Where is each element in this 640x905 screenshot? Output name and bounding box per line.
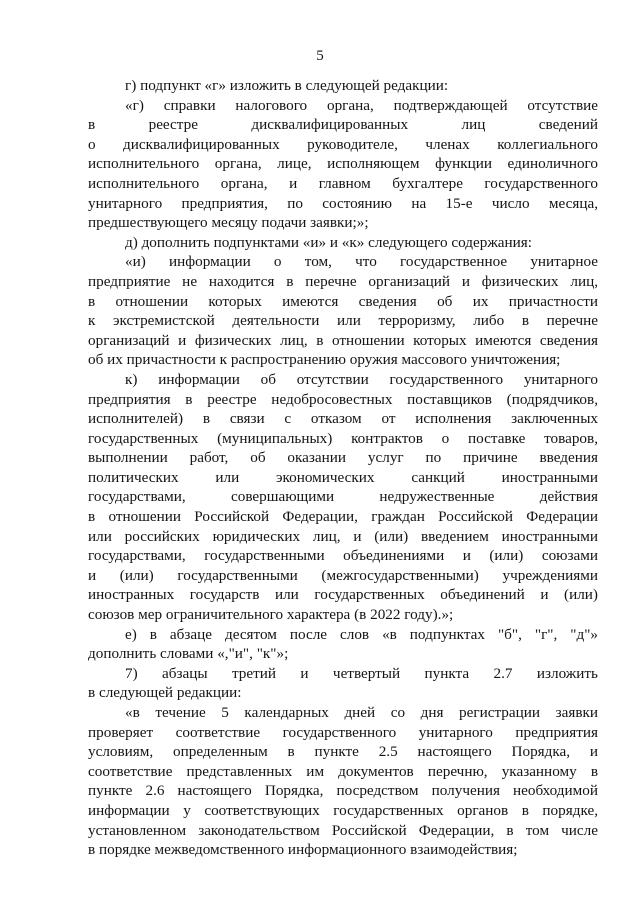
text-line: и (или) государственными (межгосударственными) учреждениями xyxy=(88,566,598,584)
text-line: пункте 2.6 настоящего Порядка, посредством получения необходимой xyxy=(88,782,598,800)
text-line: государствами, совершающими недружественные действия xyxy=(88,488,598,506)
page-number: 5 xyxy=(316,48,324,64)
text-line: исполнительного органа, и главном бухгалтере государственного xyxy=(88,174,598,192)
text-line: условиям, определенным в пункте 2.5 настоящего Порядка, и xyxy=(88,743,598,761)
text-line: 7) абзацы третий и четвертый пункта 2.7 изложить xyxy=(125,664,598,682)
text-line: «в течение 5 календарных дней со дня регистрации заявки xyxy=(125,704,598,721)
text-line: в следующей редакции: xyxy=(88,684,242,702)
text-line: соответствие представленных им документов перечню, указанному в xyxy=(88,762,598,780)
text-line: «г) справки налогового органа, подтверждающей отсутствие xyxy=(125,96,598,114)
text-line: о дисквалифицированных руководителе, членах коллегиального xyxy=(88,135,598,153)
text-line: исполнителей) в связи с отказом от исполнения заключенных xyxy=(88,410,598,428)
text-line: г) подпункт «г» изложить в следующей редакции: xyxy=(125,77,449,94)
text-line: исполнительного органа, лице, исполняющем функции единоличного xyxy=(88,155,598,173)
text-line: к) информации об отсутствии государственного унитарного xyxy=(125,370,598,388)
text-line: в отношении которых имеются сведения об их причастности xyxy=(88,292,598,310)
text-line: проверяет соответствие государственного унитарного предприятия xyxy=(88,723,598,741)
text-line: или российских юридических лиц, и (или) введением иностранными xyxy=(88,527,598,545)
text-line: государствами, государственными объединениями и (или) союзами xyxy=(88,547,598,565)
text-line: информации у соответствующих государственных органов в порядке, xyxy=(88,801,598,819)
document-body xyxy=(88,76,598,860)
text-line: предприятия в реестре недобросовестных поставщиков (подрядчиков, xyxy=(88,390,598,408)
text-line: организаций и физических лиц, в отношении которых имеются сведения xyxy=(88,331,598,349)
text-line: предприятие не находится в перечне организаций и физических лиц, xyxy=(88,272,598,290)
text-line: государственных (муниципальных) контрактов о поставке товаров, xyxy=(88,429,598,447)
text-line: «и) информации о том, что государственное унитарное xyxy=(125,253,598,271)
text-line: в реестре дисквалифицированных лиц сведений xyxy=(88,116,598,134)
text-line: д) дополнить подпунктами «и» и «к» следующего содержания: xyxy=(125,233,533,251)
text-line: в порядке межведомственного информационного взаимодействия; xyxy=(88,841,518,859)
text-line: е) в абзаце десятом после слов «в подпунктах "б", "г", "д"» xyxy=(125,625,598,643)
text-line: иностранных государств или государственных объединений и (или) xyxy=(88,586,598,604)
text-line: установленном законодательством Российской Федерации, в том числе xyxy=(88,821,598,839)
text-line: политических или экономических санкций иностранными xyxy=(88,468,598,486)
text-line: дополнить словами «,"и", "к"»; xyxy=(88,645,289,663)
text-line: унитарного предприятия, по состоянию на 15-е число месяца, xyxy=(88,194,598,212)
text-line: об их причастности к распространению оружия массового уничтожения; xyxy=(88,351,561,369)
text-line: в отношении Российской Федерации, граждан Российской Федерации xyxy=(88,508,598,526)
text-line: выполнении работ, об оказании услуг по причине введения xyxy=(88,449,598,467)
text-line: союзов мер ограничительного характера (в 2022 году).»; xyxy=(88,606,454,624)
text-line: к экстремистской деятельности или терроризму, либо в перечне xyxy=(88,312,598,330)
text-line: предшествующего месяцу подачи заявки;»; xyxy=(88,214,369,232)
